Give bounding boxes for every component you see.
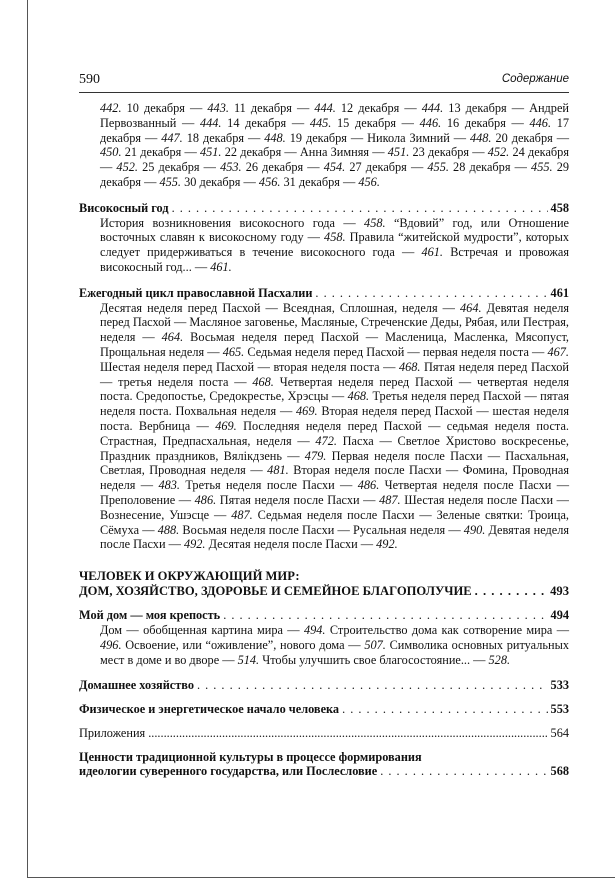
topic-text: Пятая неделя после Пасхи — bbox=[216, 492, 380, 507]
topic-text: Седьмая неделя после Пасхи — Зеленые святки: Троица, Сёмуха — bbox=[100, 507, 570, 537]
topic-text: Девятая неделя после Пасхи — bbox=[100, 522, 570, 552]
topic-text: 14 декабря — bbox=[221, 115, 310, 130]
page-reference: 461. bbox=[210, 259, 232, 274]
page-reference: 456. bbox=[258, 174, 281, 189]
toc-content bbox=[79, 101, 569, 779]
topic-text: 27 декабря — bbox=[345, 160, 428, 175]
page-reference: 496. bbox=[100, 637, 122, 652]
topic-text: 17 декабря — bbox=[100, 115, 569, 145]
topic-text: 19 декабря — Никола Зимний — bbox=[285, 130, 470, 145]
page-reference: 444. bbox=[199, 115, 222, 130]
section-title-line1: ЧЕЛОВЕК И ОКРУЖАЮЩИЙ МИР: bbox=[79, 569, 300, 584]
toc-page-number: 564 bbox=[550, 725, 569, 740]
toc-entry-body bbox=[79, 301, 569, 553]
page-reference: 492. bbox=[183, 537, 206, 552]
page-reference: 452. bbox=[116, 160, 138, 175]
toc-section-heading[interactable] bbox=[79, 569, 569, 599]
topic-text: 13 декабря — Андрей Первозванный — bbox=[100, 101, 569, 130]
toc-entry-title: Мой дом — моя крепость bbox=[79, 608, 221, 623]
page-reference: 483. bbox=[158, 478, 180, 493]
topic-text: Девятая неделя перед Пасхой — Масляное заговенье, Масляные, Стреченские Деды, Рябая, или Пестрая, неделя — bbox=[100, 300, 570, 345]
topic-text: 31 декабря — bbox=[280, 174, 359, 189]
page-reference: 488. bbox=[157, 522, 180, 537]
topic-text: 25 декабря — bbox=[137, 160, 221, 175]
header-rule bbox=[79, 92, 569, 93]
topic-text: Шестая неделя после Пасхи — Вознесение, Ушэсце — bbox=[100, 492, 569, 522]
page-reference: 446. bbox=[529, 115, 552, 130]
toc-entry-appendices[interactable] bbox=[79, 726, 569, 741]
topic-text: 26 декабря — bbox=[241, 160, 324, 175]
page-reference: 445. bbox=[309, 115, 332, 130]
page-reference: 451. bbox=[387, 145, 410, 160]
page-reference: 448. bbox=[469, 130, 492, 145]
page-reference: 455. bbox=[531, 160, 553, 175]
toc-entry-title: Физическое и энергетическое начало человека bbox=[79, 702, 340, 717]
leader-dots bbox=[475, 584, 547, 599]
toc-entry-body bbox=[79, 216, 569, 275]
topic-text: 21 декабря — bbox=[121, 145, 200, 160]
topic-text: Освоение, или “оживление”, нового дома — bbox=[121, 637, 365, 652]
topic-text: Первая неделя после Пасхи — Пасхальная, Светлая, Проводная неделя — bbox=[100, 448, 569, 478]
page-reference: 448. bbox=[264, 130, 286, 145]
toc-entry-title: Високосный год bbox=[79, 200, 169, 215]
page-reference: 514. bbox=[237, 652, 260, 667]
topic-text: 10 декабря — bbox=[121, 101, 208, 115]
leader-dots bbox=[197, 678, 548, 693]
leader-dots bbox=[223, 608, 547, 623]
topic-text: 12 декабря — bbox=[335, 101, 422, 115]
page-reference: 492. bbox=[376, 537, 398, 552]
page-reference: 468. bbox=[398, 359, 421, 374]
topic-text: Вторая неделя после Пасхи — Фомина, Проводная неделя — bbox=[100, 463, 569, 493]
page-reference: 468. bbox=[347, 389, 370, 404]
toc-entry-afterword[interactable] bbox=[79, 750, 569, 780]
topic-text: Четвертая неделя после Пасхи — Преполовение — bbox=[100, 478, 569, 507]
topic-text: 22 декабря — Анна Зимняя — bbox=[221, 145, 388, 160]
page-reference: 464. bbox=[460, 300, 482, 315]
page-reference: 451. bbox=[199, 145, 222, 160]
page-number: 590 bbox=[79, 72, 100, 87]
page-reference: 490. bbox=[463, 522, 486, 537]
page-reference: 469. bbox=[215, 418, 237, 433]
afterword-title-line2: идеологии суверенного государства, или Послесловие bbox=[79, 764, 378, 779]
page-reference: 487. bbox=[379, 492, 401, 507]
page-reference: 479. bbox=[304, 448, 327, 463]
page-reference: 472. bbox=[315, 433, 337, 448]
topic-text: 11 декабря — bbox=[228, 101, 315, 115]
page-reference: 481. bbox=[267, 463, 289, 478]
topic-text: Седьмая неделя перед Пасхой — первая неделя поста — bbox=[244, 344, 548, 359]
topic-text: 24 декабря — bbox=[100, 145, 569, 175]
toc-entry-title: Ежегодный цикл православной Пасхалии bbox=[79, 285, 313, 300]
toc-page-number: 533 bbox=[550, 678, 569, 693]
topic-text: Вторая неделя перед Пасхой — шестая неделя поста. Вербница — bbox=[100, 404, 569, 433]
toc-entry-title: Домашнее хозяйство bbox=[79, 678, 194, 693]
toc-entry-household[interactable] bbox=[79, 678, 569, 693]
running-head: Содержание bbox=[501, 73, 569, 85]
page-reference: 444. bbox=[421, 101, 444, 115]
toc-entry-energy[interactable] bbox=[79, 702, 569, 717]
page-reference: 453. bbox=[220, 160, 242, 175]
topic-text: 20 декабря — bbox=[491, 130, 569, 145]
page-header bbox=[79, 70, 569, 90]
toc-page-number: 494 bbox=[550, 608, 569, 623]
page-reference: 447. bbox=[161, 130, 183, 145]
leader-dots bbox=[148, 726, 547, 741]
topic-text: Строительство дома как сотворение мира — bbox=[325, 622, 569, 637]
topic-text: Десятая неделя перед Пасхой — Всеядная, Сплошная, неделя — bbox=[100, 300, 461, 315]
page-reference: 468. bbox=[252, 374, 274, 389]
page-reference: 467. bbox=[547, 344, 569, 359]
page-reference: 446. bbox=[419, 115, 442, 130]
page-reference: 450. bbox=[100, 145, 122, 160]
toc-entry-my-home[interactable] bbox=[79, 608, 569, 667]
page-reference: 486. bbox=[357, 478, 380, 493]
page-reference: 444. bbox=[314, 101, 336, 115]
topic-text: Символика основных ритуальных мест в доме и во дворе — bbox=[100, 637, 569, 667]
toc-page-number: 553 bbox=[550, 702, 569, 717]
page-reference: 464. bbox=[161, 330, 184, 345]
page-reference: 494. bbox=[303, 622, 326, 637]
leader-dots bbox=[315, 286, 547, 301]
afterword-title-line1: Ценности традиционной культуры в процессе формирования bbox=[79, 749, 422, 764]
topic-text: 16 декабря — bbox=[441, 115, 530, 130]
topic-text: 28 декабря — bbox=[448, 160, 532, 175]
page-reference: 486. bbox=[194, 492, 217, 507]
topic-text: Пятая неделя перед Пасхой — третья неделя поста — bbox=[100, 359, 569, 389]
page-reference: 528. bbox=[488, 652, 511, 667]
page-reference: 455. bbox=[159, 174, 181, 189]
page-reference: 465. bbox=[222, 344, 245, 359]
topic-text: Третья неделя перед Пасхой — пятая неделя поста. Похвальная неделя — bbox=[100, 389, 569, 419]
topic-text: 30 декабря — bbox=[181, 174, 259, 189]
toc-page-number: 568 bbox=[550, 764, 569, 779]
toc-page-number: 493 bbox=[550, 584, 569, 599]
topic-text: Чтобы улучшить свое благосостояние... — bbox=[259, 652, 489, 667]
page-reference: 454. bbox=[323, 160, 346, 175]
topic-text: Шестая неделя перед Пасхой — вторая неделя поста — bbox=[100, 359, 399, 374]
december-dates-paragraph bbox=[79, 101, 569, 190]
page-reference: 487. bbox=[231, 507, 253, 522]
page-reference: 458. bbox=[324, 230, 346, 245]
page-reference: 458. bbox=[364, 215, 386, 230]
toc-page-number: 458 bbox=[550, 200, 569, 215]
page-reference: 452. bbox=[487, 145, 510, 160]
topic-text: Восьмая неделя после Пасхи — Русальная неделя — bbox=[179, 522, 464, 537]
page-reference: 443. bbox=[207, 101, 229, 115]
topic-text: Дом — обобщенная картина мира — bbox=[100, 622, 304, 637]
toc-entry-body bbox=[79, 623, 569, 667]
page-reference: 469. bbox=[296, 404, 318, 419]
page-reference: 455. bbox=[427, 160, 449, 175]
page-reference: 456. bbox=[358, 174, 380, 189]
topic-text: Десятая неделя после Пасхи — bbox=[205, 537, 377, 552]
topic-text: 23 декабря — bbox=[409, 145, 488, 160]
topic-text: Восьмая неделя перед Пасхой — Масленица, Масленка, Мясопуст, Прощальная неделя — bbox=[100, 330, 569, 359]
page-reference: 461. bbox=[421, 245, 443, 260]
topic-text: Правила “житейской мудрости”, которых следует придерживаться в течение високосного года — bbox=[100, 230, 569, 260]
topic-text: 18 декабря — bbox=[182, 130, 265, 145]
leader-dots bbox=[380, 764, 547, 779]
page-reference: 442. bbox=[100, 101, 122, 115]
section-title-line2: ДОМ, ХОЗЯЙСТВО, ЗДОРОВЬЕ И СЕМЕЙНОЕ БЛАГОПОЛУЧИЕ bbox=[79, 584, 472, 599]
topic-text: Четвертая неделя перед Пасхой — четвертая неделя поста. Средопостье, Средокрестье, Хрэсцы — bbox=[100, 374, 569, 404]
toc-entry-easter-cycle[interactable] bbox=[79, 286, 569, 552]
page-reference: 507. bbox=[364, 637, 386, 652]
toc-entry-title: Приложения bbox=[79, 725, 146, 740]
topic-text: “Вдовий” год, или Отношение восточных славян к високосному году — bbox=[100, 215, 569, 245]
leader-dots bbox=[342, 702, 547, 717]
topic-text: История возникновения високосного года — bbox=[100, 215, 365, 230]
topic-text: Третья неделя после Пасхи — bbox=[180, 478, 358, 493]
toc-page-number: 461 bbox=[550, 285, 569, 300]
topic-text: 15 декабря — bbox=[331, 115, 420, 130]
topic-text: Пасха — Светлое Христово воскресенье, Праздник праздников, Вялікдзень — bbox=[100, 433, 569, 463]
topic-text: 29 декабря — bbox=[100, 160, 569, 189]
topic-text: Последняя неделя перед Пасхой — седьмая неделя поста. Страстная, Предпасхальная, неделя — bbox=[100, 418, 569, 448]
leader-dots bbox=[172, 201, 548, 216]
topic-text: Встречая и провожая високосный год... — bbox=[100, 245, 569, 274]
toc-entry-leap-year[interactable] bbox=[79, 201, 569, 275]
